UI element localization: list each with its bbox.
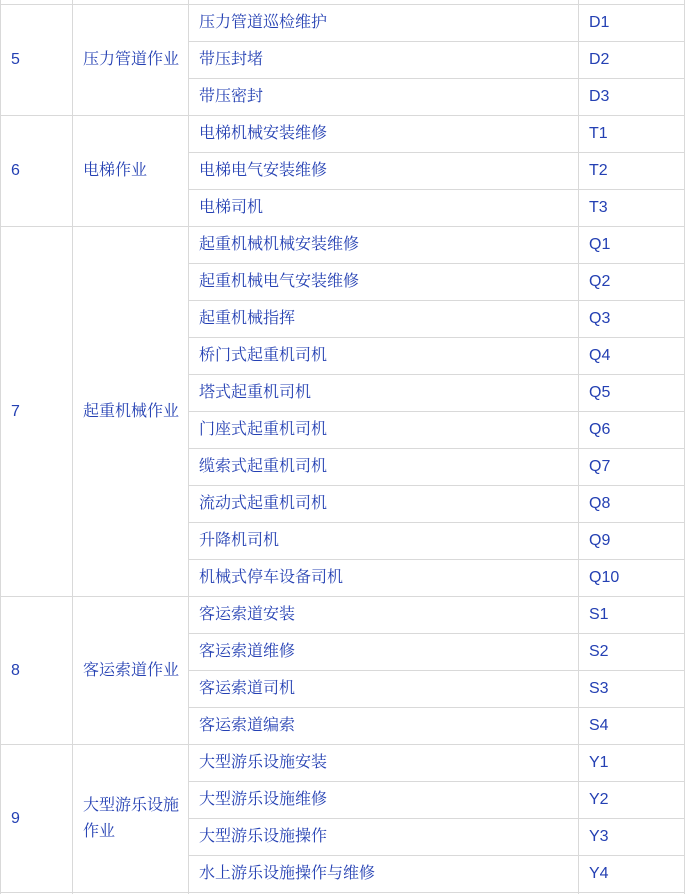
item-cell: 电梯机械安装维修: [189, 116, 579, 153]
code-cell: Q4: [579, 338, 685, 375]
item-cell: 带压密封: [189, 79, 579, 116]
table-body: [1, 0, 685, 894]
serial-cell: 6: [1, 116, 73, 227]
item-cell: 大型游乐设施操作: [189, 819, 579, 856]
code-cell: Q2: [579, 264, 685, 301]
item-cell: 电梯电气安装维修: [189, 153, 579, 190]
category-cell: 压力管道作业: [73, 5, 189, 116]
item-cell: 大型游乐设施维修: [189, 782, 579, 819]
code-cell: Q5: [579, 375, 685, 412]
serial-cell: 7: [1, 227, 73, 597]
code-cell: S2: [579, 634, 685, 671]
item-cell: 水上游乐设施操作与维修: [189, 856, 579, 893]
item-cell: 塔式起重机司机: [189, 375, 579, 412]
item-cell: 桥门式起重机司机: [189, 338, 579, 375]
code-cell: Y4: [579, 856, 685, 893]
item-cell: 起重机械指挥: [189, 301, 579, 338]
code-cell: Q9: [579, 523, 685, 560]
code-cell: D3: [579, 79, 685, 116]
serial-cell: 5: [1, 5, 73, 116]
code-cell: Q10: [579, 560, 685, 597]
item-cell: 客运索道维修: [189, 634, 579, 671]
code-cell: D2: [579, 42, 685, 79]
item-cell: 起重机械机械安装维修: [189, 227, 579, 264]
code-cell: Y1: [579, 745, 685, 782]
item-cell: 大型游乐设施安装: [189, 745, 579, 782]
code-cell: T3: [579, 190, 685, 227]
item-cell: 机械式停车设备司机: [189, 560, 579, 597]
code-cell: Q7: [579, 449, 685, 486]
code-cell: Y3: [579, 819, 685, 856]
code-cell: T1: [579, 116, 685, 153]
code-cell: T2: [579, 153, 685, 190]
item-cell: 门座式起重机司机: [189, 412, 579, 449]
item-cell: 电梯司机: [189, 190, 579, 227]
category-cell: 起重机械作业: [73, 227, 189, 597]
item-cell: 客运索道司机: [189, 671, 579, 708]
table-row: [1, 227, 685, 264]
serial-cell: 9: [1, 745, 73, 893]
table-row: [1, 5, 685, 42]
code-cell: Q6: [579, 412, 685, 449]
table-row: [1, 116, 685, 153]
item-cell: 升降机司机: [189, 523, 579, 560]
code-cell: Q1: [579, 227, 685, 264]
item-cell: 起重机械电气安装维修: [189, 264, 579, 301]
category-cell: 大型游乐设施作业: [73, 745, 189, 893]
item-cell: 缆索式起重机司机: [189, 449, 579, 486]
item-cell: 客运索道编索: [189, 708, 579, 745]
category-cell: 客运索道作业: [73, 597, 189, 745]
table-row: [1, 745, 685, 782]
code-cell: S3: [579, 671, 685, 708]
code-cell: Q8: [579, 486, 685, 523]
code-cell: D1: [579, 5, 685, 42]
item-cell: 带压封堵: [189, 42, 579, 79]
category-cell: 电梯作业: [73, 116, 189, 227]
code-cell: Y2: [579, 782, 685, 819]
code-cell: S4: [579, 708, 685, 745]
serial-cell: 8: [1, 597, 73, 745]
code-cell: Q3: [579, 301, 685, 338]
item-cell: 客运索道安装: [189, 597, 579, 634]
item-cell: 流动式起重机司机: [189, 486, 579, 523]
code-cell: S1: [579, 597, 685, 634]
table-row: [1, 597, 685, 634]
item-cell: 压力管道巡检维护: [189, 5, 579, 42]
